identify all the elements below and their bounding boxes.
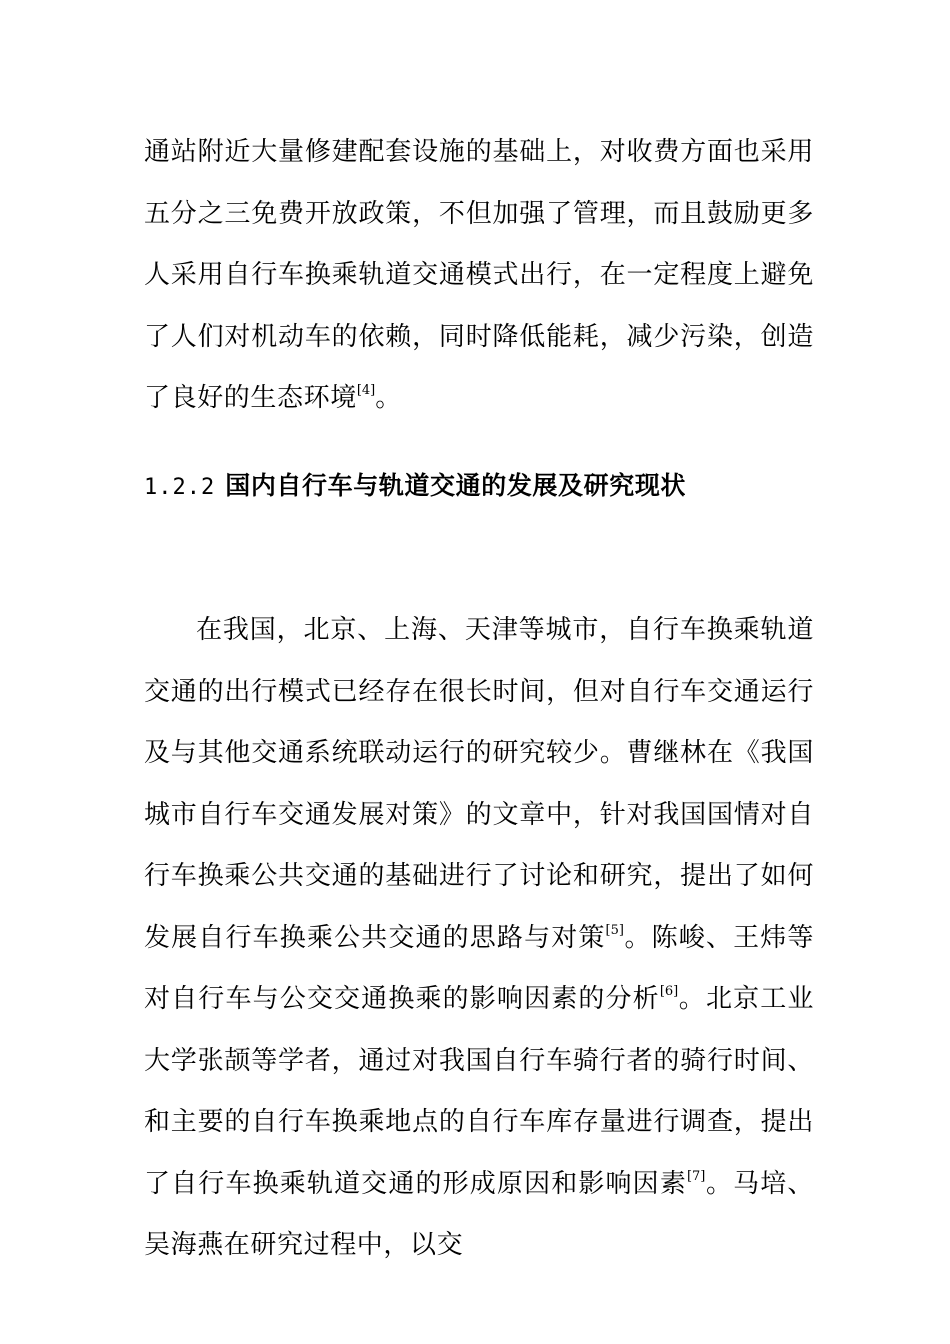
citation-6: [6] bbox=[659, 984, 679, 999]
section-number: 1.2.2 bbox=[144, 475, 216, 500]
paragraph-2-part-2: 。陈峻、王炜等对自行车与公交交通换乘的影响因素的分析 bbox=[144, 922, 814, 1014]
citation-5: [5] bbox=[605, 922, 624, 938]
body-paragraph-2 bbox=[144, 600, 814, 1277]
section-heading bbox=[144, 466, 686, 508]
paragraph-1-text: 通站附近大量修建配套设施的基础上，对收费方面也采用五分之三免费开放政策，不但加强了管理，而且鼓励更多人采用自行车换乘轨道交通模式出行，在一定程度上避免了人们对机动车的依赖，同时降低能耗，减少污染，创造了良好的生态环境 bbox=[144, 137, 814, 413]
paragraph-2-part-3: 。北京工业大学张颉等学者，通过对我国自行车骑行者的骑行时间、和主要的自行车换乘地点的自行车库存量进行调查，提出了自行车换乘轨道交通的形成原因和影响因素 bbox=[144, 984, 814, 1199]
citation-7: [7] bbox=[686, 1168, 706, 1184]
citation-4: [4] bbox=[356, 383, 376, 398]
section-title: 国内自行车与轨道交通的发展及研究现状 bbox=[225, 471, 687, 500]
paragraph-2-part-1: 在我国，北京、上海、天津等城市，自行车换乘轨道交通的出行模式已经存在很长时间，但对自行车交通运行及与其他交通系统联动运行的研究较少。曹继林在《我国城市自行车交通发展对策》的文章中，针对我国国情对自行车换乘公共交通的基础进行了讨论和研究，提出了如何发展自行车换乘公共交通的思路与对策 bbox=[144, 615, 814, 953]
body-paragraph-1 bbox=[144, 122, 814, 430]
paragraph-1-end: 。 bbox=[375, 383, 402, 413]
paragraph-2-part-4: 。马培、吴海燕在研究过程中，以交 bbox=[144, 1168, 814, 1260]
